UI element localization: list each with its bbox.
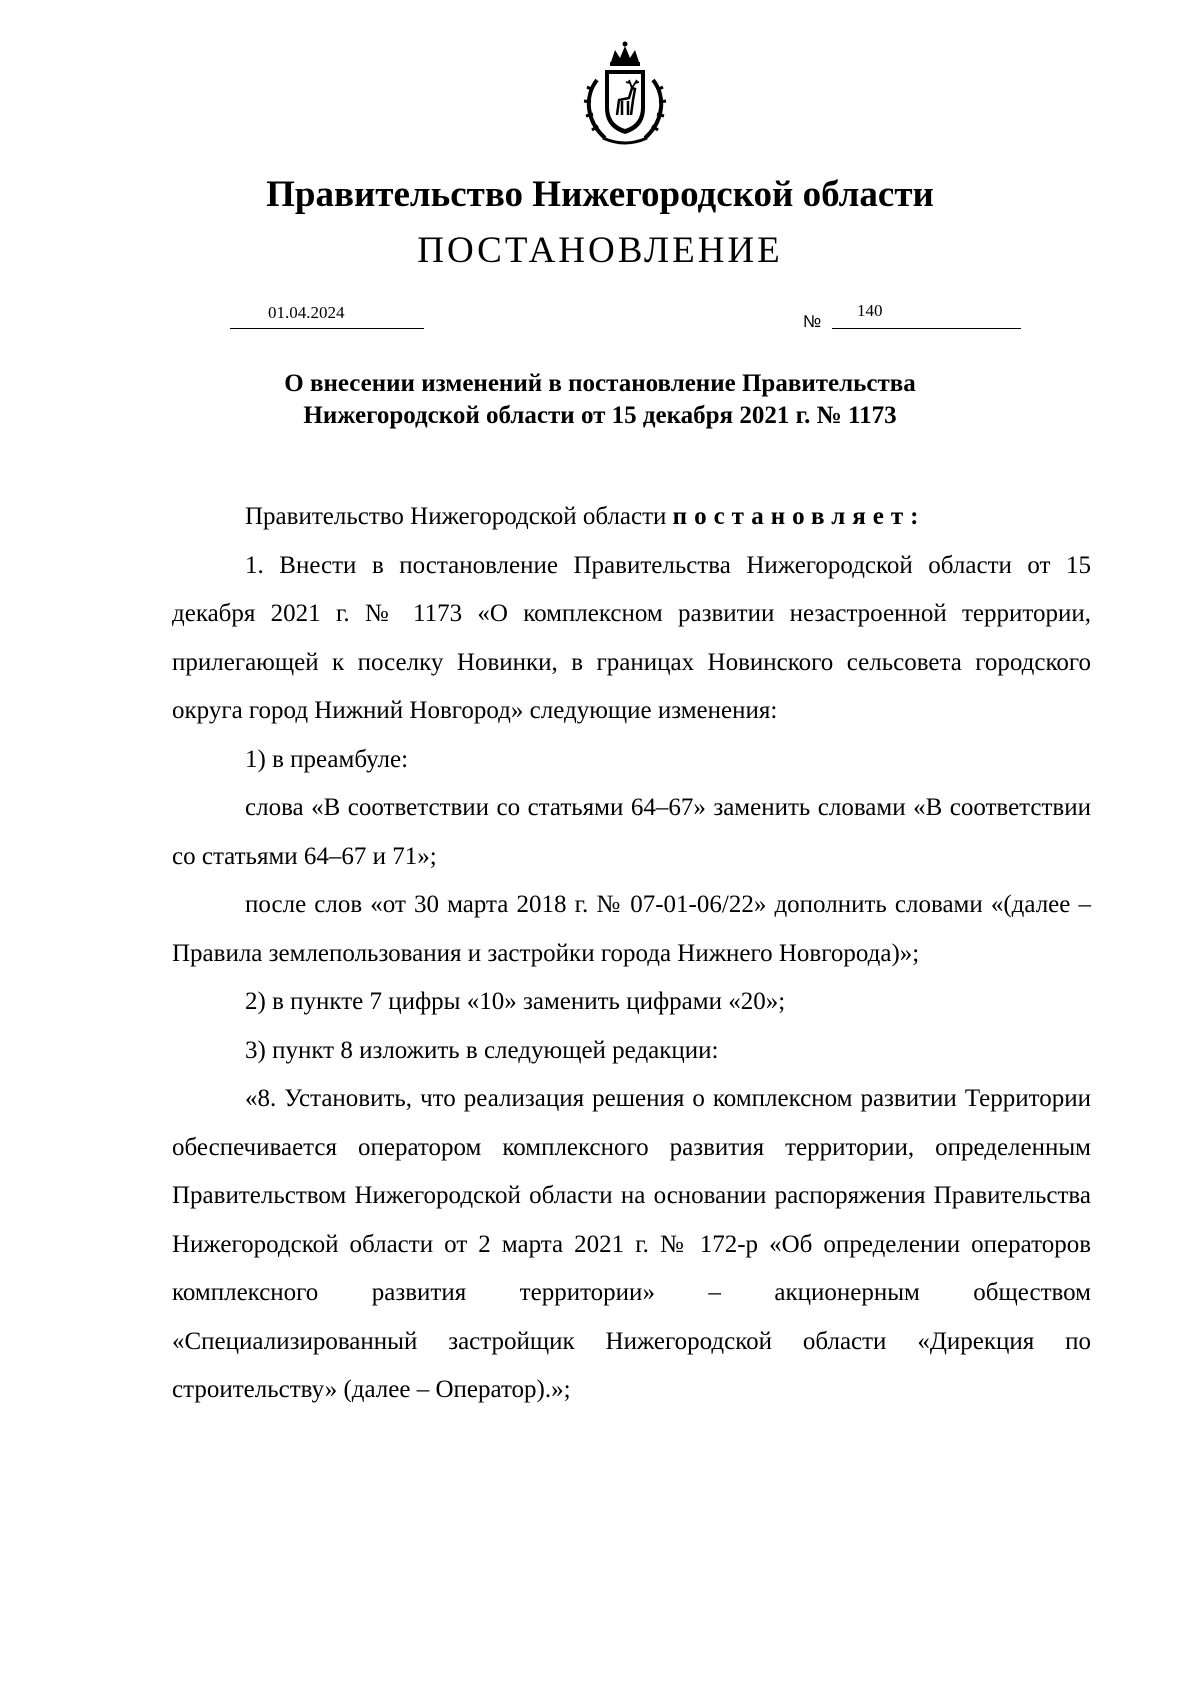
document-subject [0, 368, 1200, 432]
organization-name: Правительство Нижегородской области [266, 174, 934, 215]
intro-prefix: Правительство Нижегородской области [245, 503, 673, 530]
document-body [172, 493, 1091, 1415]
document-type: ПОСТАНОВЛЕНИЕ [417, 230, 783, 271]
document-number: 140 [857, 301, 883, 320]
subject-line-1: О внесении изменений в постановление Правительства [284, 370, 916, 397]
paragraph-7: «8. Установить, что реализация решения о комплексном развитии Территории обеспечивается оператором комплексного развития территории, определенным Правительством Нижегородской области на основании распоряжения Правительства Нижегородской области от 2 марта 2021 г. № 172-р «Об определении операторов комплексного развития территории» – акционерным обществом «Специализированный застройщик Нижегородской области «Дирекция по строительству» (далее – Оператор).»; [172, 1085, 1091, 1403]
coat-of-arms-icon [575, 40, 675, 150]
number-label: № [803, 312, 822, 331]
paragraph-3: слова «В соответствии со статьями 64–67» заменить словами «В соответствии со статьями 64–67 и 71»; [172, 794, 1091, 870]
paragraph-6: 3) пункт 8 изложить в следующей редакции: [245, 1036, 719, 1064]
document-date: 01.04.2024 [268, 303, 345, 322]
subject-line-2: Нижегородской области от 15 декабря 2021 г. № 1173 [303, 402, 897, 429]
paragraph-1: 1. Внести в постановление Правительства Нижегородской области от 15 декабря 2021 г. № 1173 «О комплексном развитии незастроенной территории, прилегающей к поселку Новинки, в границах Новинского сельсовета городского округа город Нижний Новгород» следующие изменения: [172, 551, 1091, 724]
paragraph-5: 2) в пункте 7 цифры «10» заменить цифрами «20»; [245, 988, 786, 1015]
number-underline [832, 328, 1021, 329]
intro-paragraph [172, 493, 1091, 542]
date-underline [230, 328, 424, 329]
paragraph-4: после слов «от 30 марта 2018 г. № 07-01-06/22» дополнить словами «(далее – Правила землепользования и застройки города Нижнего Новгорода)»; [172, 891, 1091, 967]
intro-decree-word: постановляет: [672, 503, 926, 530]
paragraph-2: 1) в преамбуле: [245, 745, 409, 773]
